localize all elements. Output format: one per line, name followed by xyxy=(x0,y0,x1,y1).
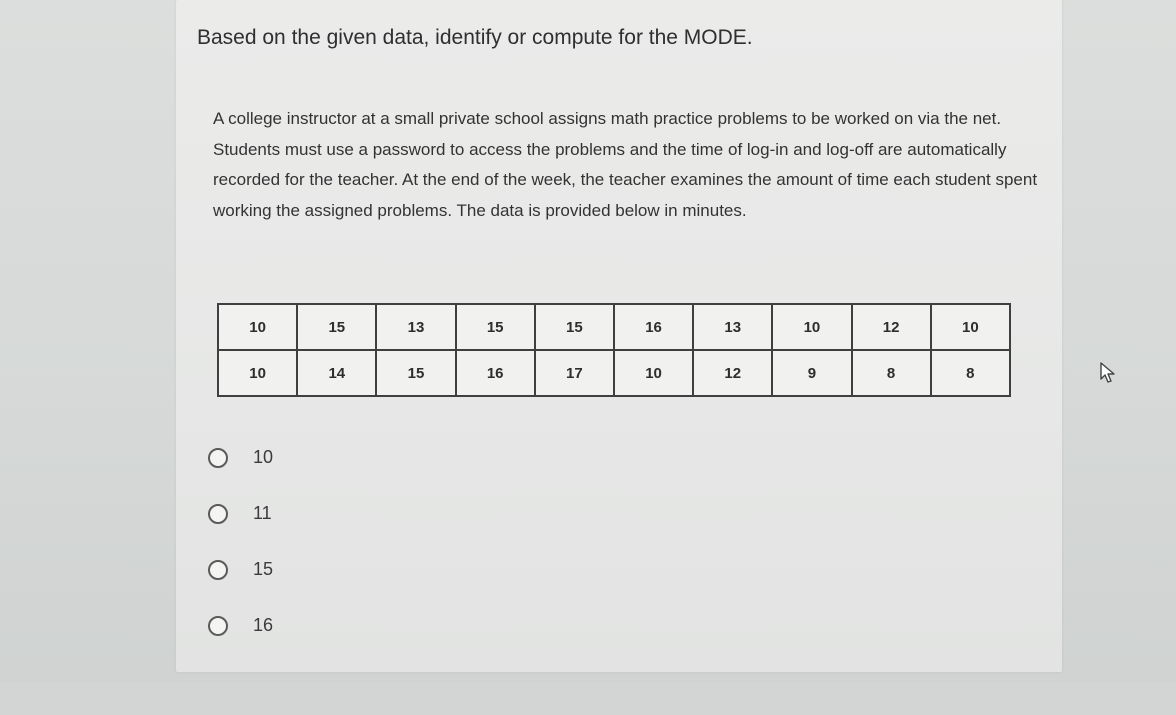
table-cell: 16 xyxy=(614,304,693,350)
table-cell: 10 xyxy=(218,304,297,350)
table-cell: 12 xyxy=(852,304,931,350)
table-row xyxy=(218,304,1010,350)
option-label: 11 xyxy=(253,502,272,523)
table-cell: 15 xyxy=(535,304,614,350)
table-cell: 8 xyxy=(931,350,1010,396)
table-cell: 15 xyxy=(297,304,376,350)
radio-button[interactable] xyxy=(208,616,228,636)
table-cell: 12 xyxy=(693,350,772,396)
answer-option[interactable] xyxy=(208,542,273,598)
table-cell: 13 xyxy=(376,304,455,350)
option-label: 10 xyxy=(253,446,274,467)
table-cell: 9 xyxy=(772,350,851,396)
radio-button[interactable] xyxy=(208,504,228,524)
table-cell: 17 xyxy=(535,350,614,396)
bottom-strip xyxy=(0,682,1176,715)
table-cell: 13 xyxy=(693,304,772,350)
data-table xyxy=(217,303,1011,397)
table-row xyxy=(218,350,1010,396)
question-card xyxy=(176,0,1062,672)
answer-option[interactable] xyxy=(208,430,273,486)
answer-option[interactable] xyxy=(208,598,273,654)
option-label: 16 xyxy=(253,614,274,635)
table-cell: 14 xyxy=(297,350,376,396)
table-cell: 16 xyxy=(456,350,535,396)
answer-options xyxy=(208,430,273,654)
table-cell: 10 xyxy=(772,304,851,350)
table-cell: 15 xyxy=(376,350,455,396)
mouse-pointer-icon xyxy=(1100,362,1116,384)
question-text: A college instructor at a small private school assigns math practice problems to be worked on via the net. Students must use a password to access the problems and the time of log-in and log-off are automatically recorded for the teacher. At the end of the week, the teacher examines the amount of time each student spent working the assigned problems. The data is provided below in minutes. xyxy=(213,109,1038,220)
option-label: 15 xyxy=(253,558,274,579)
radio-button[interactable] xyxy=(208,448,228,468)
answer-option[interactable] xyxy=(208,486,273,542)
question-title: Based on the given data, identify or compute for the MODE. xyxy=(197,26,753,49)
table-cell: 10 xyxy=(218,350,297,396)
table-cell: 10 xyxy=(931,304,1010,350)
table-cell: 15 xyxy=(456,304,535,350)
table-cell: 8 xyxy=(852,350,931,396)
table-cell: 10 xyxy=(614,350,693,396)
radio-button[interactable] xyxy=(208,560,228,580)
